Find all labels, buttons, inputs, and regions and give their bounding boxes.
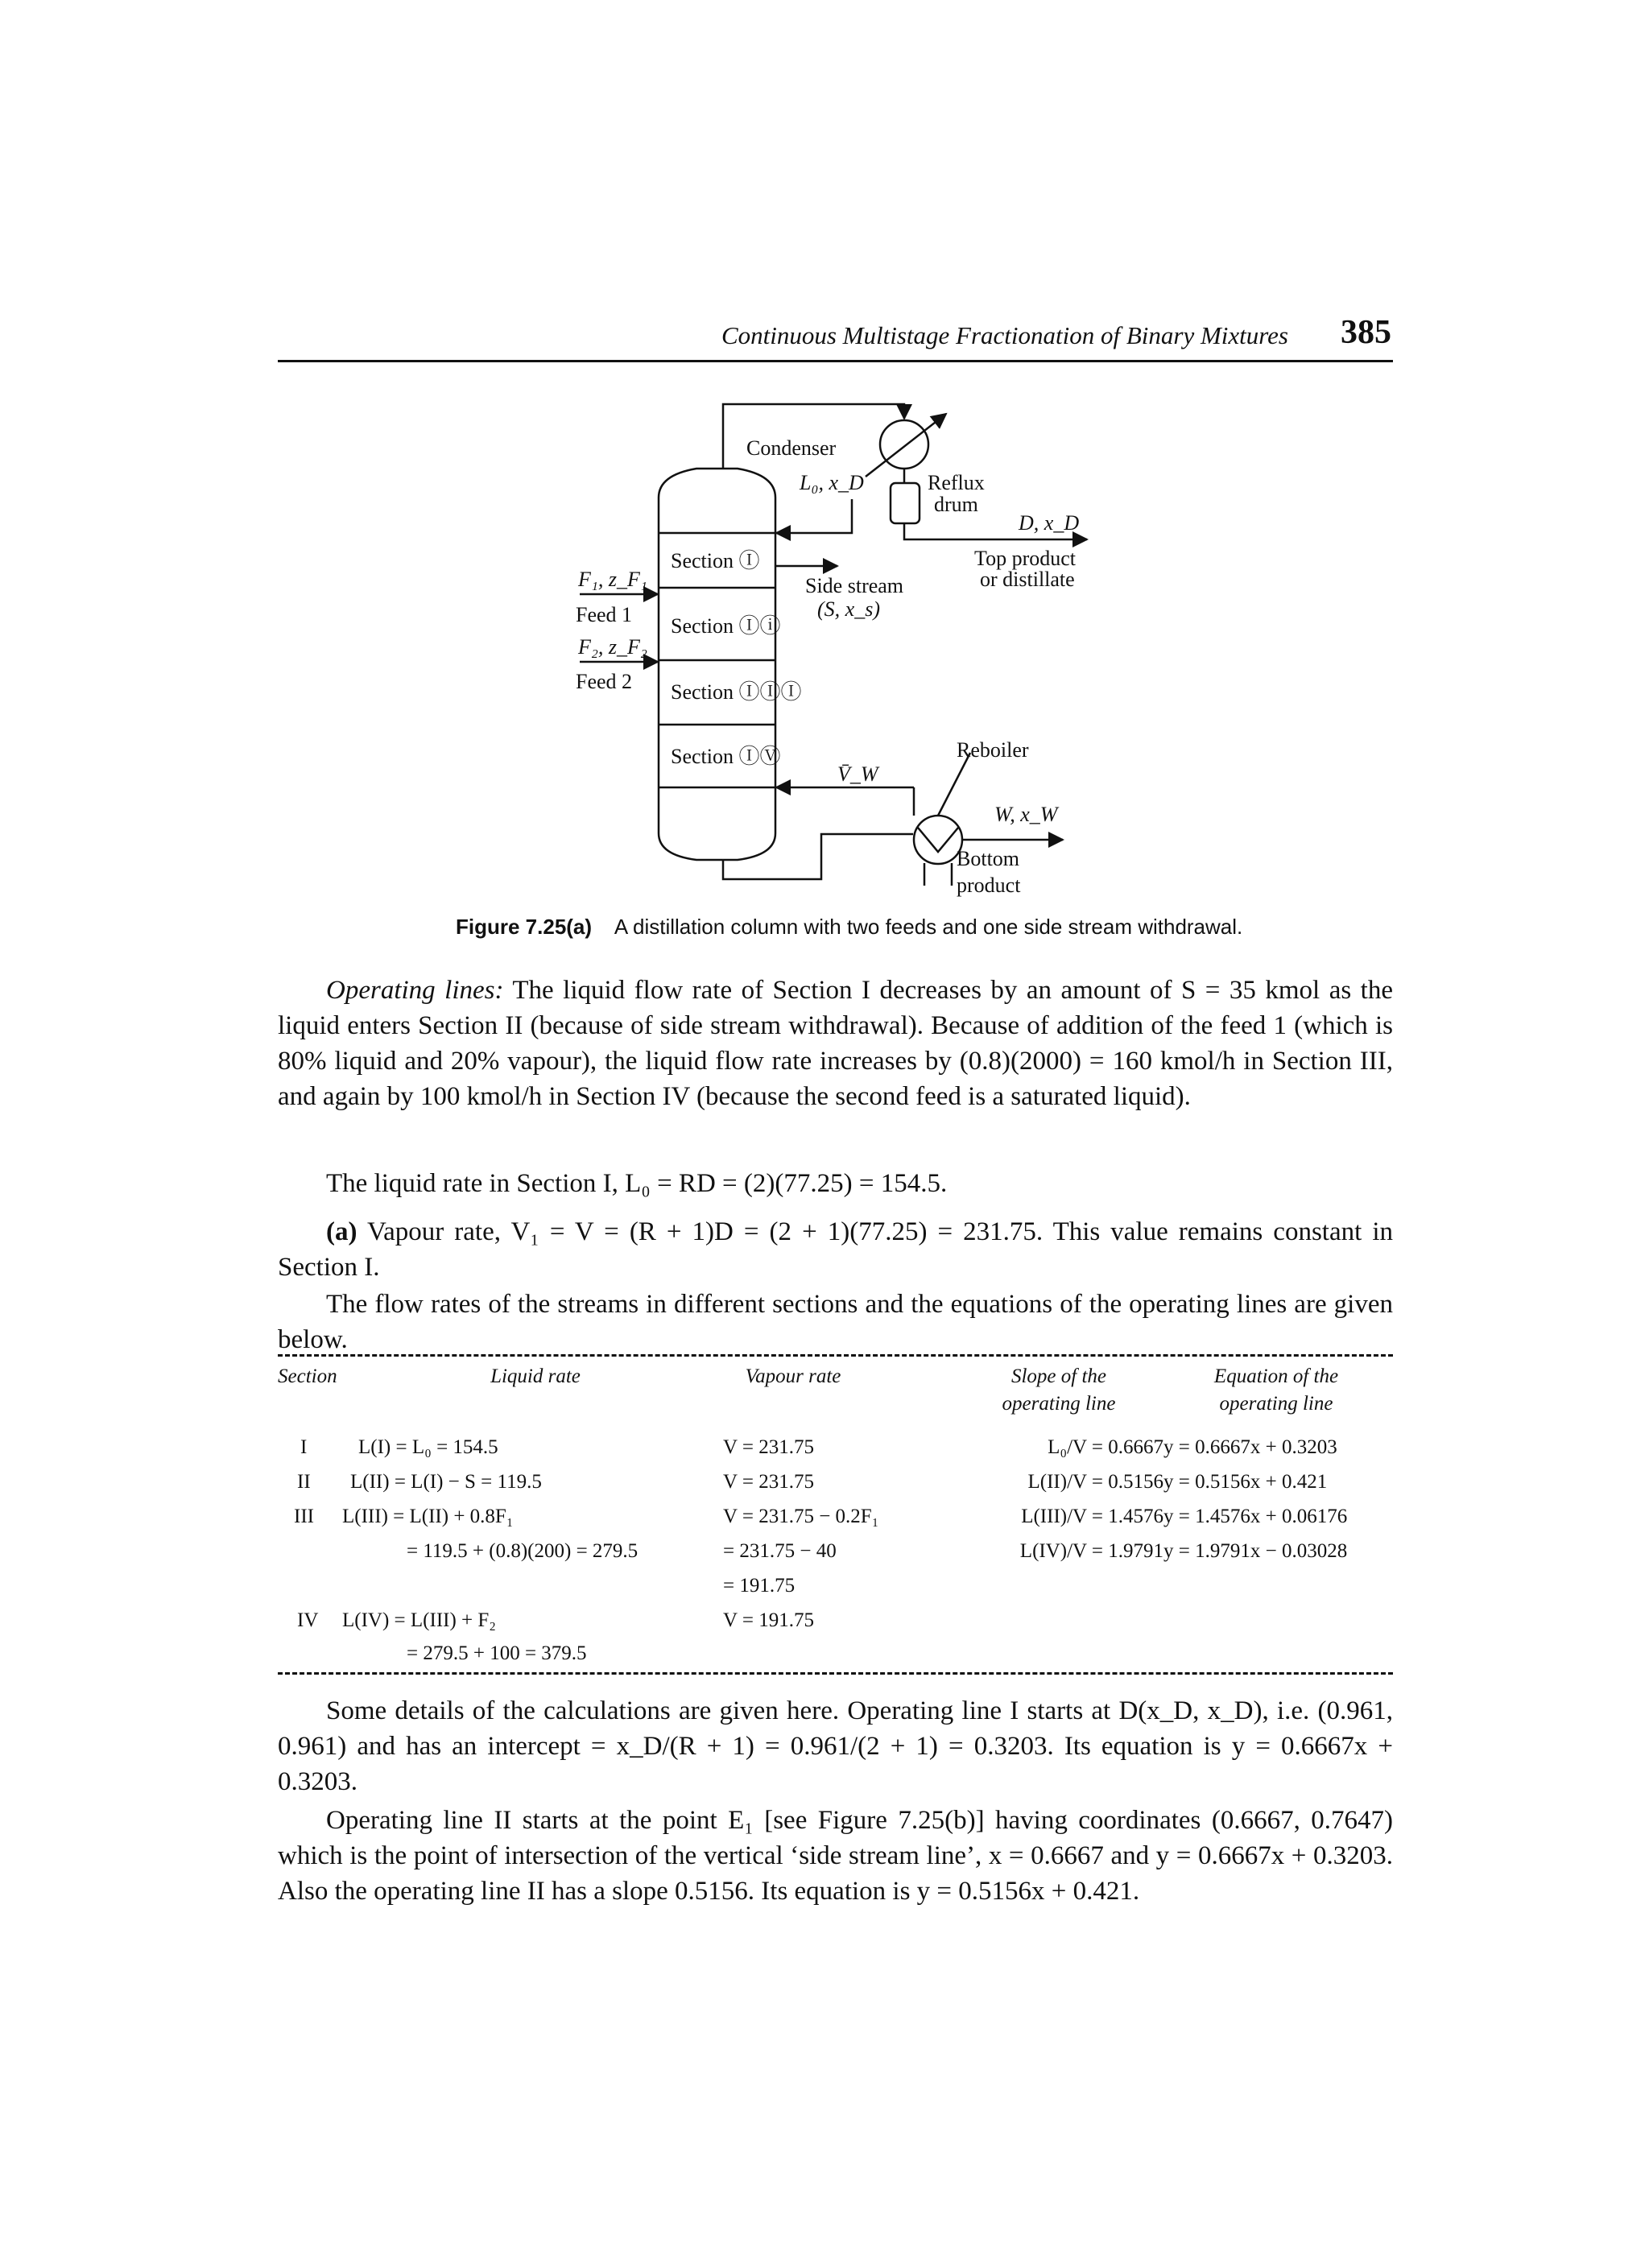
vapour-rate-label: (a)	[326, 1217, 357, 1246]
condenser-icon	[880, 420, 928, 469]
table-bottom-rule	[278, 1672, 1393, 1675]
s-xs-label: (S, x_s)	[817, 597, 880, 621]
section-3-label: Section ⒾⒾⒾ	[671, 680, 802, 704]
operating-lines-paragraph	[278, 973, 1393, 1114]
distillation-column-figure	[564, 386, 1127, 902]
line-ii-paragraph: Operating line II starts at the point E₁ [see Figure 7.25(b)] having coordinates (0.6667, 0.7647) which is the point of intersection of the vertical ‘side stream line’, x = 0.6667 and y = 0.6667x + 0.3203. Also the operating line II has a slope 0.5156. Its equation is y = 0.5156x + 0.421.	[278, 1806, 1393, 1906]
row-4-slope: L(IV)/V = 1.9791	[1019, 1540, 1163, 1562]
row-5-vapour: = 191.75	[723, 1575, 796, 1597]
operating-lines-heading: Operating lines:	[326, 976, 504, 1005]
closing-paragraphs	[278, 1693, 1393, 1912]
running-title: Continuous Multistage Fractionation of Binary Mixtures	[721, 321, 1288, 349]
section-1-label: Section Ⓘ	[671, 549, 760, 572]
page-header	[278, 314, 1393, 362]
row-3-slope: L(III)/V = 1.4576	[1021, 1506, 1163, 1527]
row-2-liquid: L(II) = L(I) − S = 119.5	[350, 1471, 542, 1493]
section-4-label: Section ⒾⓋ	[671, 745, 781, 768]
row-3-equation: y = 1.4576x + 0.06176	[1163, 1506, 1348, 1527]
reboiler-icon	[914, 816, 962, 864]
liquid-rate-line: The liquid rate in Section I, L₀ = RD = (2)(77.25) = 154.5.	[326, 1169, 948, 1198]
condenser-label: Condenser	[746, 436, 837, 460]
lo-xd-label: L₀, x_D	[800, 471, 864, 494]
row-4-equation: y = 1.9791x − 0.03028	[1163, 1540, 1348, 1562]
header-vapour-rate: Vapour rate	[745, 1365, 841, 1387]
details-paragraph: Some details of the calculations are given here. Operating line I starts at D(x_D, x_D), i.e. (0.961, 0.961) and has an intercept = x_D/(R + 1) = 0.961/(2 + 1) = 0.3203. Its equation is y = 0.6667x + 0.3203.	[278, 1696, 1393, 1796]
w-xw-label: W, x_W	[994, 803, 1058, 826]
reflux-line	[776, 499, 852, 533]
header-equation-line-2: operating line	[1219, 1393, 1333, 1415]
operating-lines-body: The liquid flow rate of Section I decreases by an amount of S = 35 kmol as the liquid enters Section II (because of side stream withdrawal). Because of addition of the feed 1 (which is 80% liquid and 20% vapour), the liquid flow rate increases by (0.8)(2000) = 160 kmol/h in Section III, and again by 100 kmol/h in Section IV (because the second feed is a saturated liquid).	[278, 976, 1393, 1111]
row-4-liquid: = 119.5 + (0.8)(200) = 279.5	[407, 1540, 639, 1562]
f1-zf1-label: F₁, z_F₁	[578, 568, 647, 591]
row-7-liquid: = 279.5 + 100 = 379.5	[407, 1642, 587, 1664]
row-6-liquid: L(IV) = L(III) + F₂	[342, 1609, 497, 1631]
row-2-equation: y = 0.5156x + 0.421	[1163, 1471, 1328, 1493]
row-1-slope: L₀/V = 0.6667	[1048, 1436, 1163, 1458]
row-6-vapour: V = 191.75	[723, 1609, 814, 1631]
reflux-label: Reflux	[928, 471, 985, 494]
or-distillate-label: or distillate	[980, 568, 1075, 591]
feed-2-label: Feed 2	[576, 670, 633, 693]
header-slope-line-2: operating line	[1002, 1393, 1116, 1415]
header-slope	[954, 1363, 1163, 1418]
vapour-rate-paragraph	[278, 1214, 1393, 1285]
row-2-section: II	[297, 1471, 311, 1493]
row-2-slope: L(II)/V = 0.5156	[1027, 1471, 1163, 1493]
row-1-vapour: V = 231.75	[723, 1436, 814, 1458]
flow-rates-intro: The flow rates of the streams in different sections and the equations of the operating lines are given below.	[278, 1290, 1393, 1354]
product-label: product	[957, 874, 1021, 897]
distillation-diagram	[564, 386, 1127, 902]
figure-caption	[456, 915, 1242, 940]
operating-lines-table	[278, 1354, 1393, 1675]
figure-caption-text: A distillation column with two feeds and one side stream withdrawal.	[614, 915, 1243, 939]
table-body	[278, 1431, 1393, 1672]
column-shell	[659, 469, 775, 860]
header-liquid-rate: Liquid rate	[490, 1365, 581, 1387]
drum-label: drum	[934, 493, 978, 516]
reflux-drum-icon	[891, 483, 920, 523]
top-product-label: Top product	[974, 547, 1076, 570]
header-section: Section	[278, 1365, 337, 1387]
section-2-label: Section Ⓘⓘ	[671, 614, 781, 638]
row-1-equation: y = 0.6667x + 0.3203	[1163, 1436, 1337, 1458]
bottom-label: Bottom	[957, 847, 1020, 870]
row-3-section: III	[294, 1506, 314, 1527]
header-slope-line-1: Slope of the	[1010, 1365, 1107, 1387]
d-xd-label: D, x_D	[1019, 511, 1080, 535]
page-number: 385	[1341, 314, 1391, 351]
f2-zf2-label: F₂, z_F₂	[578, 635, 647, 659]
table-top-rule	[278, 1354, 1393, 1357]
row-1-liquid: L(I) = L₀ = 154.5	[358, 1436, 498, 1458]
figure-caption-label: Figure 7.25(a)	[456, 915, 593, 939]
vw-label: V̄_W	[837, 762, 878, 786]
row-3-vapour: V = 231.75 − 0.2F₁	[723, 1506, 879, 1527]
vapour-rate-line: Vapour rate, V₁ = V = (R + 1)D = (2 + 1)(77.25) = 231.75. This value remains constant in Section I.	[278, 1217, 1393, 1282]
row-4-vapour: = 231.75 − 40	[723, 1540, 837, 1562]
reboiler-label: Reboiler	[957, 738, 1029, 762]
header-equation-line-1: Equation of the	[1213, 1365, 1339, 1387]
row-2-vapour: V = 231.75	[723, 1471, 814, 1493]
feed-1-label: Feed 1	[576, 603, 633, 626]
header-equation	[1172, 1363, 1381, 1418]
row-1-section: I	[300, 1436, 308, 1458]
table-header	[278, 1363, 1393, 1431]
row-6-section: IV	[297, 1609, 319, 1631]
row-3-liquid: L(III) = L(II) + 0.8F₁	[342, 1506, 514, 1527]
side-stream-label: Side stream	[805, 574, 904, 597]
